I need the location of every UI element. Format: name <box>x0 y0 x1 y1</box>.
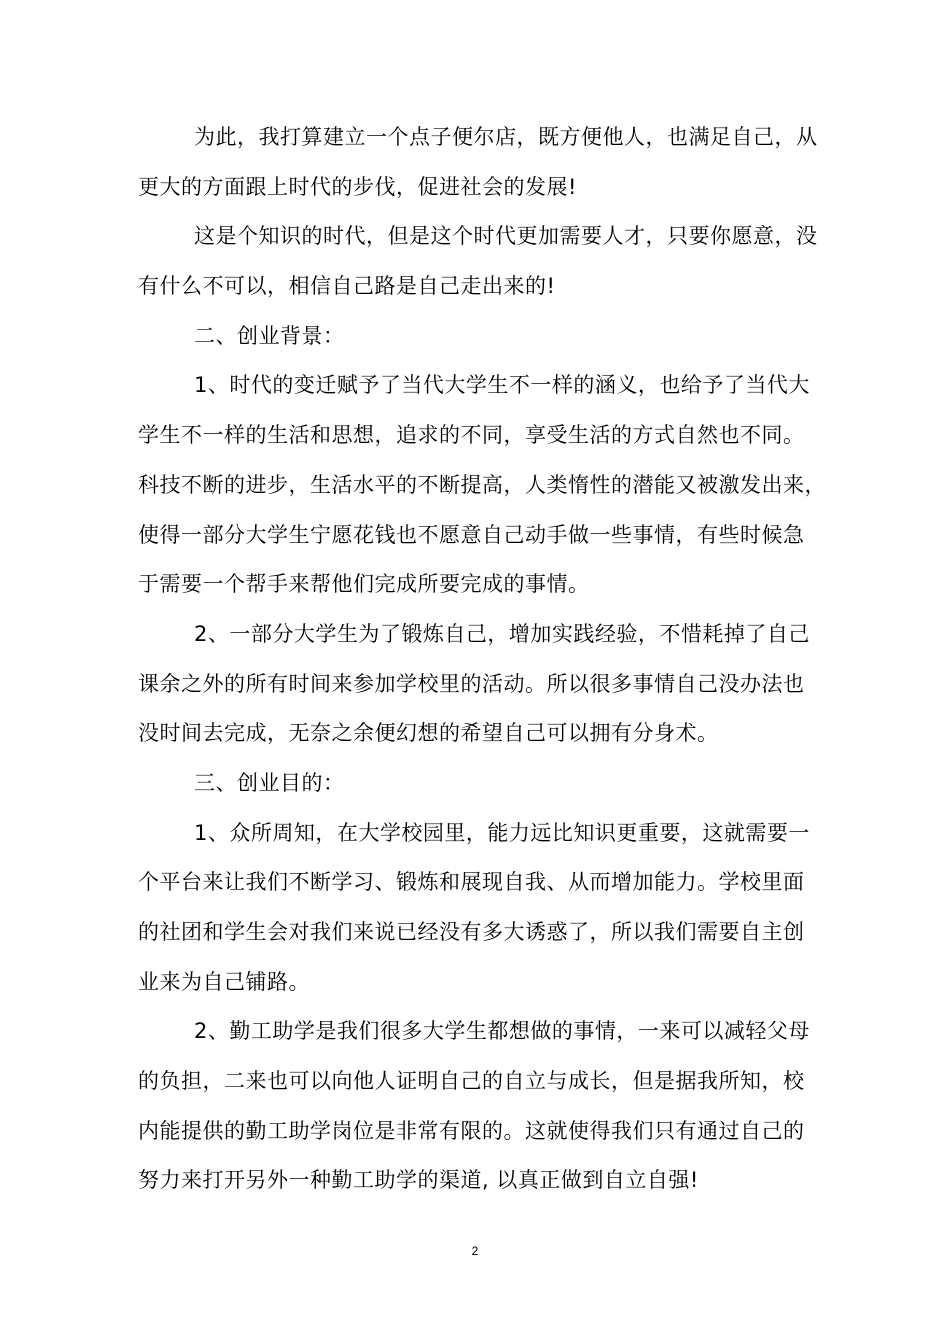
paragraph-purpose-1 <box>138 809 822 1008</box>
text-line: 使得一部分大学生宁愿花钱也不愿意自己动手做一些事情，有些时候急 <box>138 522 805 547</box>
text-line: 为此，我打算建立一个点子便尔店，既方便他人，也满足自己，从 <box>194 125 818 149</box>
text-line: 业来为自己铺路。 <box>138 969 310 994</box>
document-body <box>138 113 826 1206</box>
paragraph-purpose-2 <box>138 1007 822 1206</box>
text-line: 没时间去完成，无奈之余便幻想的希望自己可以拥有分身术。 <box>138 721 719 746</box>
text-line: 的社团和学生会对我们来说已经没有多大诱惑了，所以我们需要自主创 <box>138 920 805 944</box>
paragraph-dianzi-store <box>138 113 822 212</box>
paragraph-knowledge-era <box>138 212 822 311</box>
text-line: 努力来打开另外一种勤工助学的渠道, 以真正做到自立自强! <box>138 1168 699 1193</box>
text-line: 2、勤工助学是我们很多大学生都想做的事情，一来可以减轻父母 <box>194 1019 810 1044</box>
paragraph-background-1 <box>138 361 826 609</box>
text-line: 课余之外的所有时间来参加学校里的活动。所以很多事情自己没办法也 <box>138 671 805 696</box>
section-heading-purpose <box>138 759 822 809</box>
text-line: 个平台来让我们不断学习、锻炼和展现自我、从而增加能力。学校里面 <box>138 870 805 895</box>
text-line: 学生不一样的生活和思想，追求的不同，享受生活的方式自然也不同。 <box>138 423 805 448</box>
section-heading-background <box>138 312 822 362</box>
heading-text: 二、创业背景： <box>194 323 345 348</box>
text-line: 1、时代的变迁赋予了当代大学生不一样的涵义，也给予了当代大 <box>194 373 810 398</box>
text-line: 于需要一个帮手来帮他们完成所要完成的事情。 <box>138 572 590 597</box>
heading-text: 三、创业目的： <box>194 770 345 795</box>
text-line: 这是个知识的时代，但是这个时代更加需要人才，只要你愿意，没 <box>194 224 818 249</box>
text-line: 2、一部分大学生为了锻炼自己，增加实践经验，不惜耗掉了自己 <box>194 621 810 646</box>
text-line: 1、众所周知，在大学校园里，能力远比知识更重要，这就需要一 <box>194 820 810 845</box>
text-line: 更大的方面跟上时代的步伐，促进社会的发展! <box>138 174 577 199</box>
text-line: 的负担，二来也可以向他人证明自己的自立与成长，但是据我所知，校 <box>138 1069 805 1094</box>
page-number: 2 <box>471 1244 479 1258</box>
text-line: 内能提供的勤工助学岗位是非常有限的。这就使得我们只有通过自己的 <box>138 1118 805 1143</box>
paragraph-background-2 <box>138 610 822 759</box>
text-line: 科技不断的进步，生活水平的不断提高，人类惰性的潜能又被激发出来， <box>138 472 826 497</box>
text-line: 有什么不可以，相信自己路是自己走出来的! <box>138 274 556 299</box>
